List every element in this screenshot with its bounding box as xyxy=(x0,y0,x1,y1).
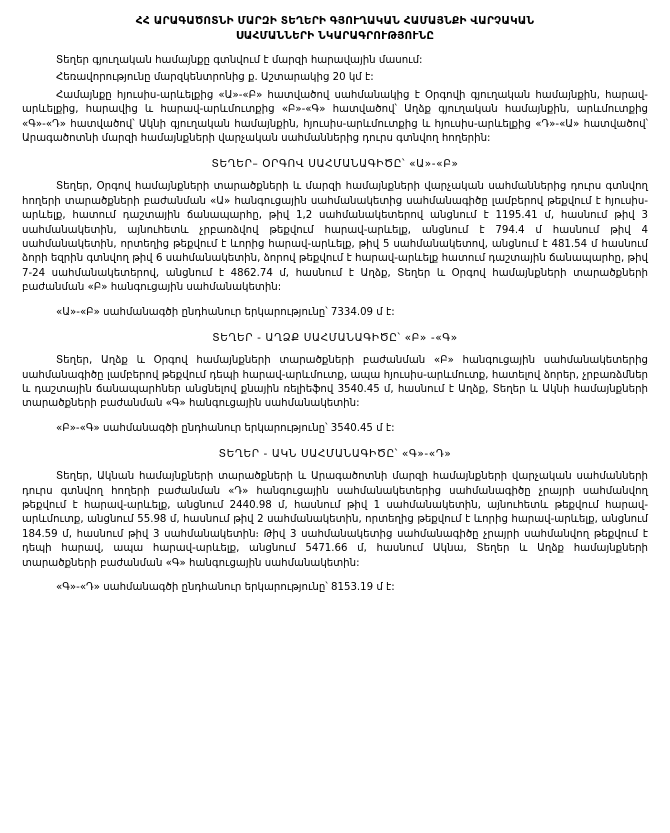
paragraph-gd-length: «Գ»-«Դ» սահմանագծի ընդհանուր երկարությունը՝ 8153.19 մ է: xyxy=(56,581,395,593)
spacer xyxy=(22,415,648,422)
section-heading-gd: ՏԵՂԵՐ - ԱԿՆ ՍԱՀՄԱՆԱԳԻԾԸ՝ «Գ»-«Դ» xyxy=(218,448,452,461)
paragraph-intro-location: Տեղեր գյուղական համայնքը գտնվում է մարզի հարավային մասում: xyxy=(56,55,423,66)
paragraph-bg-length: «Բ»-«Գ» սահմանագծի ընդհանուր երկարությունը՝ 3540.45 մ է: xyxy=(56,422,395,434)
paragraph-ab-description: Տեղեր, Օրգով համայնքների տարածքների և մարզի համայնքների վարչական սահմաններից դուրս գտնվող հողերի տարածքների բաժանման «Ա» հանգուցային սահմանակետից սահմանագիծը լամբերով թեքվում է հյուսիս-արևելք, հատում դաշտային ճանապարհը, թիվ 1,2 սահմանակետերով անցնում է 1195.41 մ, հասնում թիվ 3 սահմանակետին, այնուհետև չրբառձվով թեքվում հարավ-արևելք, անցնում է 794.4 մ հասնում թիվ 4 սահմանակետին, որտեղից թեքվում է ևորից հարավ-արևելք, թիվ 5 սահմանակետով, անցնում է 481.54 մ հասնում ձորի եզրին գտնվող թիվ 6 սահմանակետին, ձորով թեքվում է հարավ-արևելք հատում դաշտային ճանապարհը, թիվ 7-24 սահմանակետերով, անցնում է 4862.74 մ, հասնում է Աղձք, Տեղեր և Օրգով համայնքների տարածքների բաժանման «Բ» հանգուցային սահմանակետին: xyxy=(22,181,648,294)
paragraph-gd-description: Տեղեր, Ակնան համայնքների տարածքների և Արագածոտնի մարզի համայնքների վարչական սահմանների դուրս գտնվող հողերի բաժանման «Դ» հանգուցային սահմանակետերից սահմանագիծը չրայրի սահմանվող թեքվում է հարավ-արևելք, անցնում 2440.98 մ, հասնում թիվ 1 սահմանակետին, այնուհետև թեքվում հարավ-արևմուտք, անցնում 55.98 մ, հասնում թիվ 2 սահմանակետին, որտեղից թեքվում է ևորից հարավ-արևելք, անցնում 184.59 մ, հասնում թիվ 3 սահմանակետին։ Թիվ 3 սահմանակետից սահմանագիծը չրայրի սահմանվող թեքվում է դեպի հարավ, ապա հարավ-արևելք, անցնում 5471.66 մ, հասնում Ակնա, Տեղեր և Աղձք համայնքների տարածքների բաժանման «Գ» հանգուցային սահմանակետին: xyxy=(22,471,648,569)
section-heading-ab: ՏԵՂԵՐ– ՕՐԳՈՎ ՍԱՀՄԱՆԱԳԻԾԸ՝ «Ա»-«Բ» xyxy=(211,158,459,171)
paragraph-ab-length: «Ա»-«Բ» սահմանագծի ընդհանուր երկարությունը՝ 7334.09 մ է: xyxy=(56,306,395,318)
page-title xyxy=(22,14,648,44)
paragraph-bg-description: Տեղեր, Աղձք և Օրգով համայնքների տարածքների բաժանման «Բ» հանգուցային սահմանակետերից սահմանագիծը լամբերով թեքվում դեպի հարավ-արևմուտք, ապա հյուսիս-արևմուտք, հատելով ձորեր, չրբառձմներ և դաշտային ճանապարհներ անցնելով քնային ռելիեֆով 3540.45 մ, հասնում է Աղձք, Տեղեր և Ակնի համայնքների տարածքների բաժանման «Գ» հանգուցային սահմանակետին: xyxy=(22,355,648,410)
spacer xyxy=(22,299,648,306)
spacer xyxy=(22,574,648,581)
page-title-line-2: ՍԱՀՄԱՆՆԵՐԻ ՆԿԱՐԱԳՐՈՒԹՅՈՒՆԸ xyxy=(235,30,435,42)
paragraph-intro-neighbors: Համայնքը հյուսիս-արևելքից «Ա»-«Բ» հատվածով սահմանակից է Օրգովի գյուղական համայնքին, հարավ-արևելքից, հարավից և հարավ-արևմուտքից «Բ»-«Գ» հատվածով՝ Աղձք գյուղական համայնքին, արևմուտքից «Գ»-«Դ» հատվածով՝ Ակնի գյուղական համայնքին, հյուսիս-արևմուտքից և հյուսիս-արևելքից «Դ»-«Ա» հատվածով՝ Արագածոտնի մարզի համայնքների վարչական սահմաններից դուրս գտնվող հողերին: xyxy=(22,89,648,145)
paragraph-intro-distance: Հեռավորությունը մարզկենտրոնից ք. Աշտարակից 20 կմ է: xyxy=(56,72,374,84)
page-title-line-1: ՀՀ ԱՐԱԳԱԾՈՏՆԻ ՄԱՐԶԻ ՏԵՂԵՐԻ ԳՅՈՒՂԱԿԱՆ ՀԱՄԱՅՆՔԻ ՎԱՐՉԱԿԱՆ xyxy=(135,15,535,27)
section-heading-bg: ՏԵՂԵՐ - ԱՂՁՔ ՍԱՀՄԱՆԱԳԻԾԸ՝ «Բ» -«Գ» xyxy=(212,332,458,345)
